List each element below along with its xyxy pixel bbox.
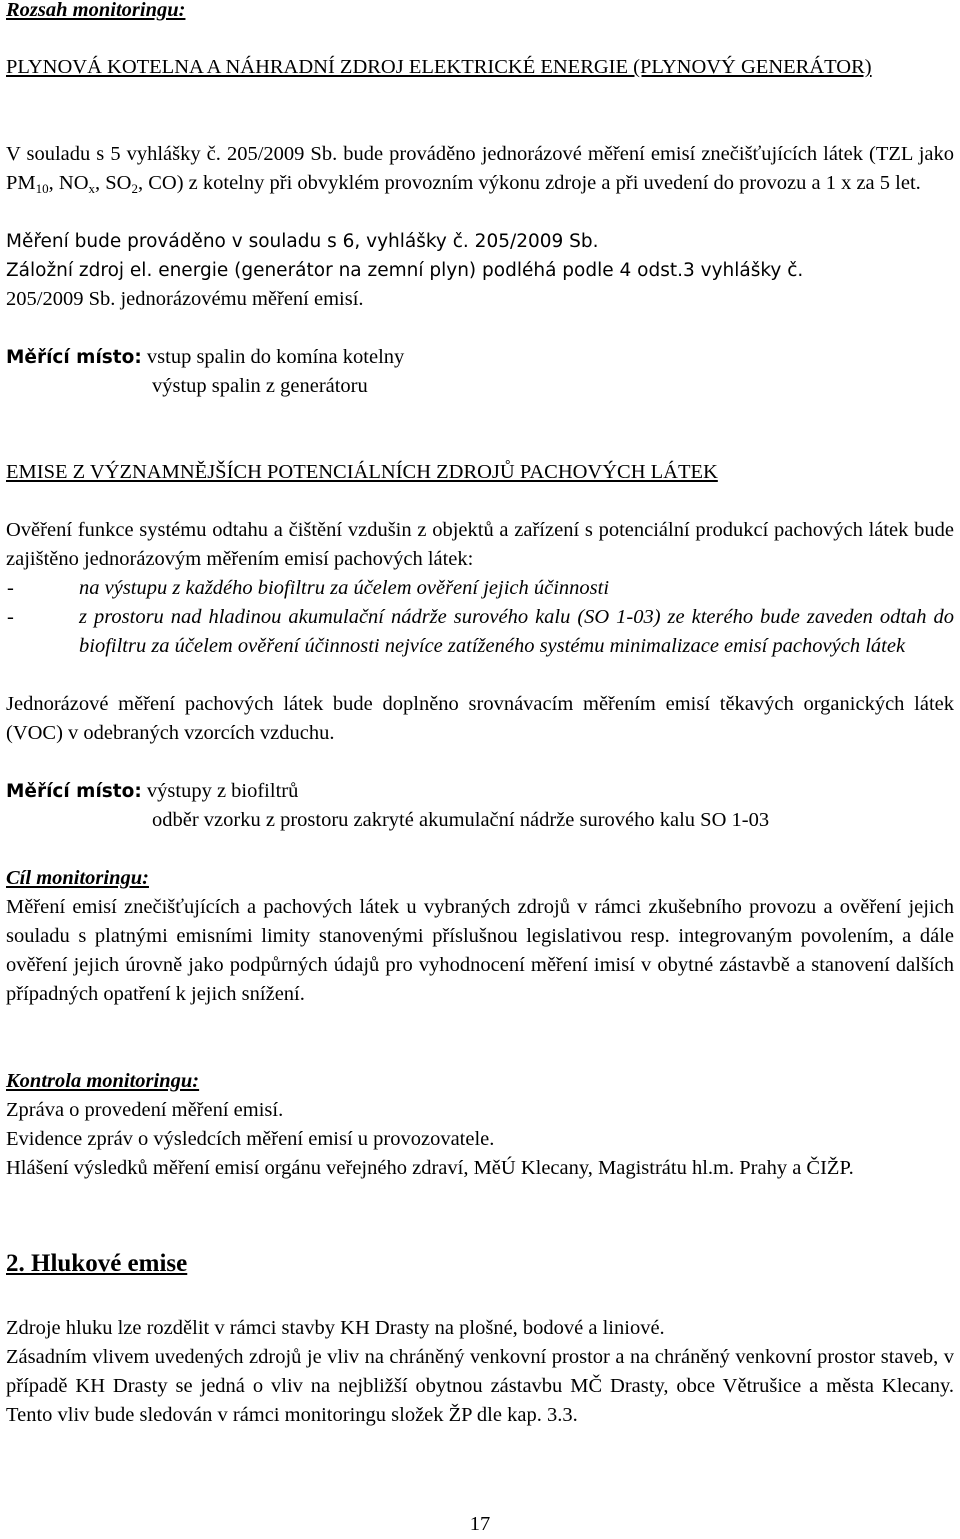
odor-measuring-point bbox=[6, 777, 954, 806]
gas-paragraph-3-cont: 205/2009 Sb. jednorázovému měření emisí. bbox=[6, 288, 364, 310]
odor-intro: Ověření funkce systému odtahu a čištění vzdušin z objektů a zařízení s potenciální produkcí pachových látek bude zajištěno jednorázovým měřením emisí pachových látek: bbox=[6, 519, 954, 570]
gas-measuring-point bbox=[6, 343, 954, 372]
gas-p1-text-b: , NO bbox=[48, 172, 89, 194]
dash-marker: - bbox=[7, 577, 14, 599]
heading-scope: Rozsah monitoringu: bbox=[6, 0, 186, 21]
pm-subscript: 10 bbox=[35, 181, 49, 196]
noise-heading: 2. Hlukové emise bbox=[6, 1250, 188, 1277]
control-heading: Kontrola monitoringu: bbox=[6, 1070, 200, 1092]
so-subscript: 2 bbox=[131, 181, 138, 196]
odor-section-title: EMISE Z VÝZNAMNĚJŠÍCH POTENCIÁLNÍCH ZDROJŮ PACHOVÝCH LÁTEK bbox=[6, 461, 718, 483]
odor-mp-label: Měřící místo: bbox=[6, 781, 142, 802]
gas-p1-text-d: , CO) z kotelny při obvyklém provozním výkonu zdroje a při uvedení do provozu a 1 x za 5 let. bbox=[137, 172, 921, 194]
bullet-text: z prostoru nad hladinou akumulační nádrže surového kalu (SO 1-03) ze kterého bude zaveden odtah do biofiltru za účelem ověření účinnosti nejvíce zatíženého systému minimalizace emisí pachových látek bbox=[79, 606, 954, 657]
gas-paragraph-2: Měření bude prováděno v souladu s 6, vyhlášky č. 205/2009 Sb. bbox=[6, 231, 599, 252]
control-line-2: Evidence zpráv o výsledcích měření emisí u provozovatele. bbox=[6, 1128, 495, 1150]
gas-p1-text-c: , SO bbox=[95, 172, 132, 194]
odor-bullet-list bbox=[6, 574, 954, 661]
page-number: 17 bbox=[469, 1513, 491, 1535]
goal-text: Měření emisí znečišťujících a pachových látek u vybraných zdrojů v rámci zkušebního provozu a ověření jejich souladu s platnými emisními limity stanovenými příslušnou legislativou resp. integrovaným povolením, a dále ověření jejich úrovně jako podpůrných údajů pro vyhodnocení měření imisí v obytné zástavbě a stanovení dalších případných opatření k jejich snížení. bbox=[6, 896, 954, 1005]
odor-mp-1: výstupy z biofiltrů bbox=[141, 780, 299, 802]
noise-paragraph-2: Zásadním vlivem uvedených zdrojů je vliv na chráněný venkovní prostor a na chráněný venkovní prostor staveb, v případě KH Drasty se jedná o vliv na nejbližší obytnou zástavbu MČ Drasty, obce Větrušice a města Klecany. Tento vliv bude sledován v rámci monitoringu složek ŽP dle kap. 3.3. bbox=[6, 1346, 954, 1426]
dash-marker: - bbox=[7, 606, 14, 628]
gas-section-title: PLYNOVÁ KOTELNA A NÁHRADNÍ ZDROJ ELEKTRICKÉ ENERGIE (PLYNOVÝ GENERÁTOR) bbox=[6, 56, 872, 78]
gas-paragraph-1 bbox=[6, 140, 954, 198]
gas-p1-text-a: V souladu s 5 vyhlášky č. 205/2009 Sb. bude prováděno jednorázové měření emisí znečišťujících látek (TZL jako PM bbox=[6, 143, 954, 194]
bullet-text: na výstupu z každého biofiltru za účelem ověření jejich účinnosti bbox=[79, 577, 610, 599]
list-item bbox=[6, 574, 954, 603]
list-item bbox=[6, 603, 954, 661]
odor-voc-paragraph: Jednorázové měření pachových látek bude doplněno srovnávacím měřením emisí těkavých organických látek (VOC) v odebraných vzorcích vzduchu. bbox=[6, 693, 954, 744]
control-line-3: Hlášení výsledků měření emisí orgánu veřejného zdraví, MěÚ Klecany, Magistrátu hl.m. Prahy a ČIŽP. bbox=[6, 1157, 854, 1179]
odor-measuring-point-2: odběr vzorku z prostoru zakryté akumulační nádrže surového kalu SO 1-03 bbox=[152, 809, 770, 831]
gas-mp-label: Měřící místo: bbox=[6, 347, 142, 368]
gas-paragraph-3: Záložní zdroj el. energie (generátor na zemní plyn) podléhá podle 4 odst.3 vyhlášky č. bbox=[6, 260, 804, 281]
nox-subscript: x bbox=[88, 181, 95, 196]
noise-paragraph-1: Zdroje hluku lze rozdělit v rámci stavby KH Drasty na plošné, bodové a liniové. bbox=[6, 1317, 665, 1339]
gas-measuring-point-2: výstup spalin z generátoru bbox=[152, 375, 368, 397]
goal-heading: Cíl monitoringu: bbox=[6, 867, 149, 889]
control-line-1: Zpráva o provedení měření emisí. bbox=[6, 1099, 284, 1121]
gas-mp-1: vstup spalin do komína kotelny bbox=[141, 346, 405, 368]
